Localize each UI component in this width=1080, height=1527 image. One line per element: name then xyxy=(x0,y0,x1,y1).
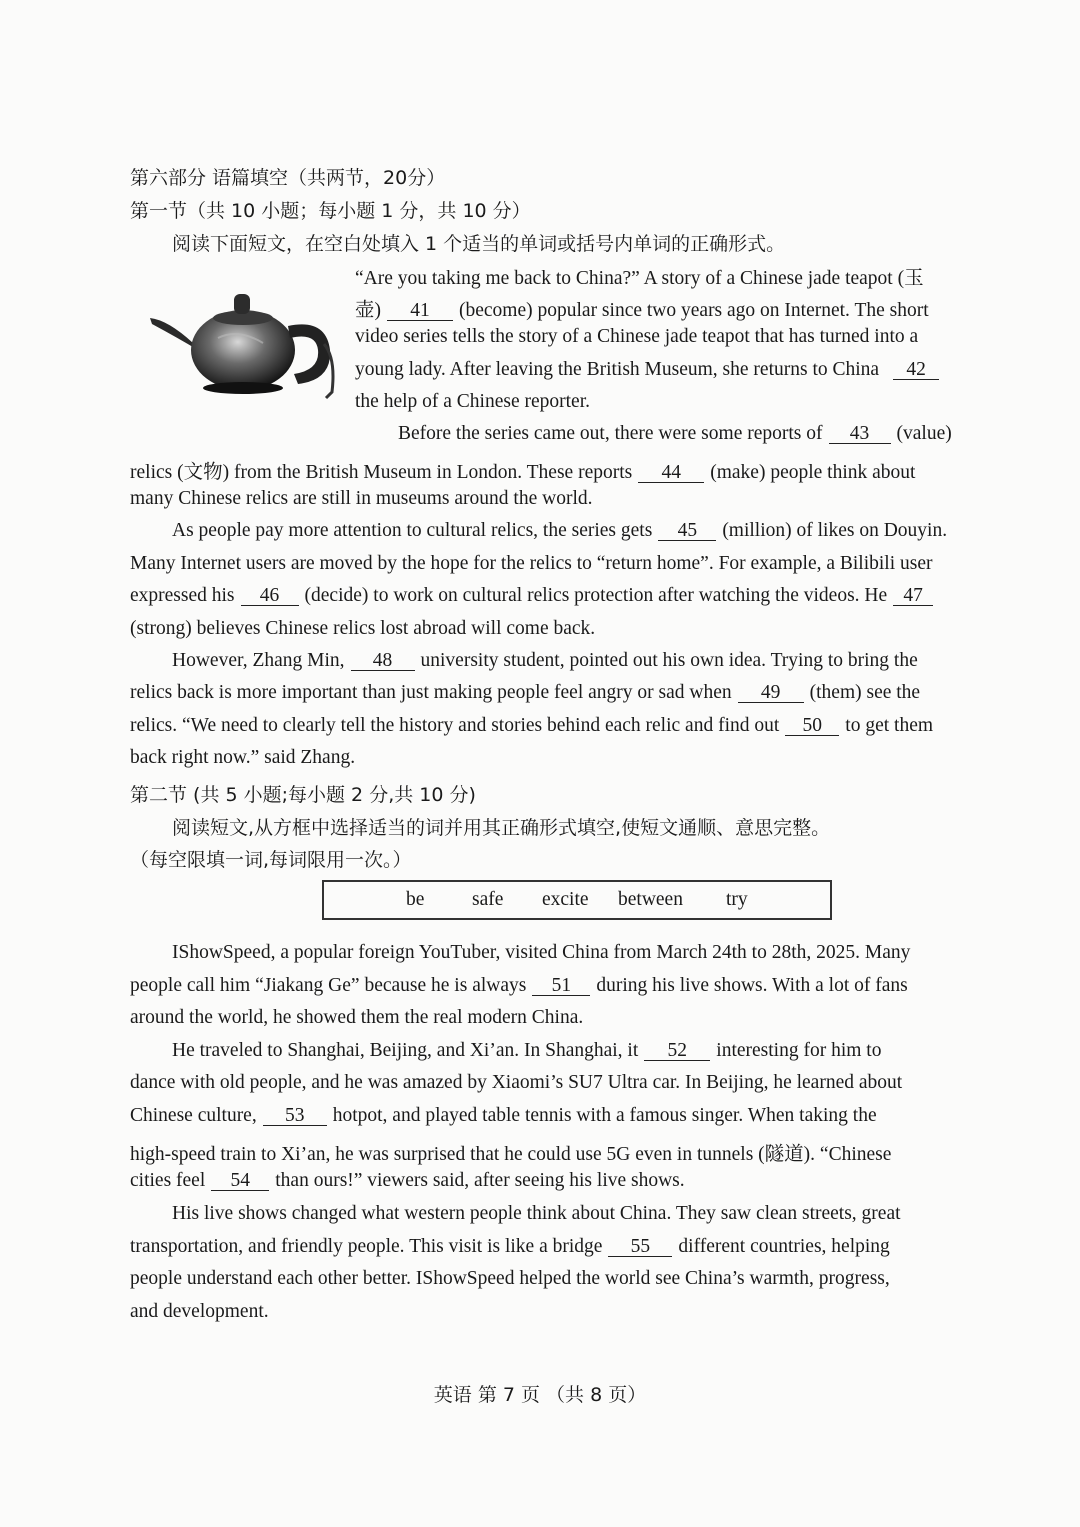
passage1-line: back right now.” said Zhang. xyxy=(130,747,356,768)
passage1-line: video series tells the story of a Chinese jade teapot that has turned into a xyxy=(355,326,919,347)
section1-instruction: 阅读下面短文，在空白处填入 1 个适当的单词或括号内单词的正确形式。 xyxy=(172,233,786,255)
passage2-line: high-speed train to Xi’an, he was surprised that he could use 5G even in tunnels (隧道). “Chinese xyxy=(130,1144,892,1165)
passage1-line: However, Zhang Min, 48 university student, pointed out his own idea. Trying to bring the xyxy=(172,650,918,671)
blank-43[interactable]: 43 xyxy=(829,424,891,444)
section2-heading: 第二节 (共 5 小题;每小题 2 分,共 10 分) xyxy=(130,784,476,806)
passage1-line: As people pay more attention to cultural relics, the series gets 45 (million) of likes on Douyin. xyxy=(172,520,948,541)
passage1-line: 壶) 41 (become) popular since two years ago on Internet. The short xyxy=(355,300,929,321)
passage1-line: young lady. After leaving the British Museum, she returns to China 42 xyxy=(355,359,1020,381)
blank-49[interactable]: 49 xyxy=(738,683,804,703)
passage2-line: His live shows changed what western people think about China. They saw clean streets, great xyxy=(172,1203,901,1224)
passage1-line: relics back is more important than just making people feel angry or sad when 49 (them) see the xyxy=(130,682,921,703)
passage2-line: transportation, and friendly people. This visit is like a bridge 55 different countries, helping xyxy=(130,1236,890,1257)
passage1-line: relics (文物) from the British Museum in London. These reports 44 (make) people think about xyxy=(130,462,916,483)
blank-45[interactable]: 45 xyxy=(658,521,716,541)
word-option: between xyxy=(618,889,683,910)
page-footer: 英语 第 7 页 （共 8 页） xyxy=(433,1384,647,1406)
passage2-line: He traveled to Shanghai, Beijing, and Xi’an. In Shanghai, it 52 interesting for him to xyxy=(172,1040,882,1061)
passage2-line: and development. xyxy=(130,1301,269,1322)
passage1-line: the help of a Chinese reporter. xyxy=(355,391,590,412)
passage2-line: cities feel 54 than ours!” viewers said, after seeing his live shows. xyxy=(130,1170,685,1191)
blank-50[interactable]: 50 xyxy=(785,716,839,736)
passage2-line: Chinese culture, 53 hotpot, and played table tennis with a famous singer. When taking the xyxy=(130,1105,877,1126)
passage1-line: Before the series came out, there were some reports of 43 (value) xyxy=(398,423,952,444)
word-option: be xyxy=(406,889,425,910)
blank-51[interactable]: 51 xyxy=(532,976,590,996)
blank-54[interactable]: 54 xyxy=(211,1171,269,1191)
blank-44[interactable]: 44 xyxy=(638,463,704,483)
word-option: try xyxy=(726,889,748,910)
passage2-line: around the world, he showed them the real modern China. xyxy=(130,1007,584,1028)
blank-55[interactable]: 55 xyxy=(608,1237,672,1257)
passage1-line: relics. “We need to clearly tell the history and stories behind each relic and find out 50 to get them xyxy=(130,715,934,736)
blank-42[interactable]: 42 xyxy=(893,360,939,380)
blank-52[interactable]: 52 xyxy=(644,1041,710,1061)
blank-46[interactable]: 46 xyxy=(241,586,299,606)
passage2-line: IShowSpeed, a popular foreign YouTuber, visited China from March 24th to 28th, 2025. Many xyxy=(172,942,911,963)
blank-53[interactable]: 53 xyxy=(263,1106,327,1126)
passage1-line: “Are you taking me back to China?” A story of a Chinese jade teapot (玉 xyxy=(355,268,924,289)
word-option: excite xyxy=(542,889,589,910)
passage1-line: Many Internet users are moved by the hope for the relics to “return home”. For example, a Bilibili user xyxy=(130,553,933,574)
passage2-line: people call him “Jiakang Ge” because he is always 51 during his live shows. With a lot of fans xyxy=(130,975,908,996)
section2-note: （每空限填一词,每词限用一次。） xyxy=(130,849,412,871)
passage1-line: many Chinese relics are still in museums around the world. xyxy=(130,488,593,509)
word-bank-box xyxy=(322,880,832,920)
word-option: safe xyxy=(472,889,504,910)
blank-48[interactable]: 48 xyxy=(351,651,415,671)
blank-41[interactable]: 41 xyxy=(387,301,453,321)
passage1-line: (strong) believes Chinese relics lost abroad will come back. xyxy=(130,618,596,639)
section2-instruction: 阅读短文,从方框中选择适当的词并用其正确形式填空,使短文通顺、意思完整。 xyxy=(172,817,831,839)
passage2-line: dance with old people, and he was amazed by Xiaomi’s SU7 Ultra car. In Beijing, he learned about xyxy=(130,1072,903,1093)
section1-heading: 第一节（共 10 小题；每小题 1 分，共 10 分） xyxy=(130,200,531,222)
passage2-line: people understand each other better. IShowSpeed helped the world see China’s warmth, progress, xyxy=(130,1268,890,1289)
blank-47[interactable]: 47 xyxy=(893,586,933,606)
passage1-line: expressed his 46 (decide) to work on cultural relics protection after watching the videos. He 47 xyxy=(130,585,1020,607)
teapot-image xyxy=(148,288,340,406)
part-heading: 第六部分 语篇填空（共两节，20分） xyxy=(130,167,446,189)
